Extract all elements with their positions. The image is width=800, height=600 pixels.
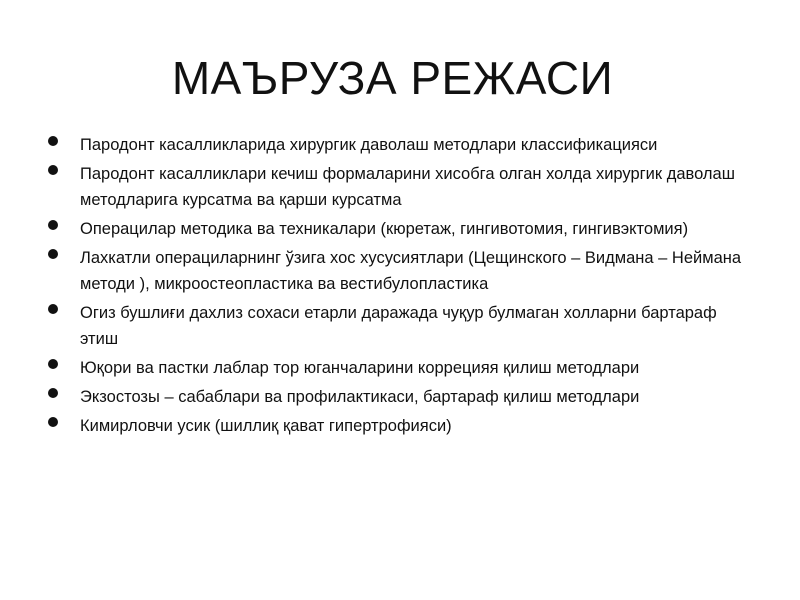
list-item: [46, 161, 756, 213]
list-item-text: Операцилар методика ва техникалари (кюретаж, гингивотомия, гингивэктомия): [80, 220, 689, 238]
list-item: [46, 355, 756, 381]
bullet-dot-icon: [48, 304, 58, 314]
list-item-text: Кимирловчи усик (шиллиқ қават гипертрофияси): [80, 417, 452, 435]
list-item: [46, 384, 756, 410]
list-item: [46, 216, 756, 242]
bullet-list: [46, 132, 756, 442]
list-item-text: Экзостозы – сабаблари ва профилактикаси, бартараф қилиш методлари: [80, 388, 640, 406]
list-item: [46, 245, 756, 297]
bullet-dot-icon: [48, 220, 58, 230]
list-item-text: Лахкатли операциларнинг ўзига хос хусусиятлари (Цещинского – Видмана – Неймана методи ), микроостеопластика ва вестибулопластика: [80, 249, 742, 293]
bullet-dot-icon: [48, 165, 58, 175]
bullet-dot-icon: [48, 136, 58, 146]
bullet-dot-icon: [48, 388, 58, 398]
list-item: [46, 300, 756, 352]
bullet-dot-icon: [48, 417, 58, 427]
bullet-dot-icon: [48, 249, 58, 259]
bullet-dot-icon: [48, 359, 58, 369]
list-item: [46, 132, 756, 158]
list-item-text: Огиз бушлиғи дахлиз сохаси етарли даражада чуқур булмаган холларни бартараф этиш: [80, 304, 717, 348]
slide-title: МАЪРУЗА РЕЖАСИ: [171, 52, 614, 104]
list-item: [46, 413, 756, 439]
list-item-text: Пародонт касалликлари кечиш формаларини хисобга олган холда хирургик даволаш методларига курсатма ва қарши курсатма: [80, 165, 735, 209]
list-item-text: Пародонт касалликларида хирургик даволаш методлари классификацияси: [80, 136, 658, 154]
list-item-text: Юқори ва пастки лаблар тор юганчаларини коррецияя қилиш методлари: [80, 359, 640, 377]
